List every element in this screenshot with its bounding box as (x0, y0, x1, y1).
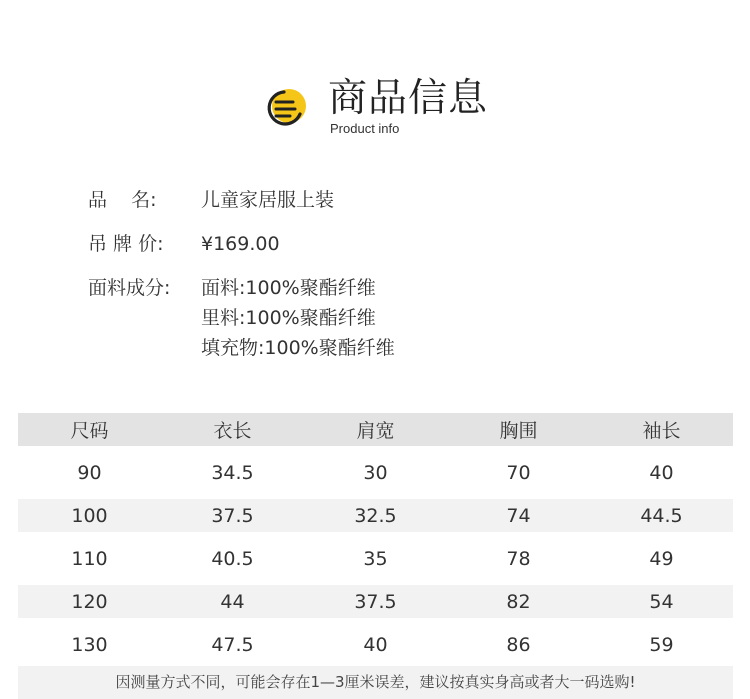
fabric-label: 面料成分: (88, 277, 171, 299)
table-cell: 40 (363, 633, 388, 656)
table-cell: 130 (71, 633, 108, 656)
table-cell: 100 (71, 504, 108, 527)
table-cell: 47.5 (211, 633, 254, 656)
table-row (18, 499, 733, 532)
table-cell: 37.5 (354, 590, 397, 613)
table-cell: 30 (363, 461, 388, 484)
size-table (18, 413, 733, 661)
table-row (18, 585, 733, 618)
table-cell: 37.5 (211, 504, 254, 527)
table-row (18, 456, 733, 489)
table-cell: 110 (71, 547, 108, 570)
table-cell: 34.5 (211, 461, 254, 484)
table-cell: 32.5 (354, 504, 397, 527)
column-header-chest: 胸围 (499, 420, 538, 442)
table-cell: 54 (649, 590, 674, 613)
table-cell: 44.5 (640, 504, 683, 527)
column-header-sleeve: 袖长 (642, 420, 681, 442)
fabric-line-outer: 面料:100%聚酯纤维 (201, 277, 376, 299)
column-header-shoulder: 肩宽 (356, 420, 395, 442)
tag-price-row (88, 229, 688, 259)
table-cell: 82 (506, 590, 531, 613)
product-name-value: 儿童家居服上装 (201, 189, 335, 211)
fabric-line-filling: 填充物:100%聚酯纤维 (201, 337, 395, 359)
tag-price-label: 吊 牌 价: (88, 233, 164, 255)
column-header-length: 衣长 (213, 420, 252, 442)
tag-price-value: ¥169.00 (201, 233, 280, 255)
table-cell: 74 (506, 504, 531, 527)
table-cell: 40.5 (211, 547, 254, 570)
table-cell: 90 (77, 461, 102, 484)
table-row (18, 542, 733, 575)
page-title: 商品信息 (328, 76, 489, 121)
table-cell: 59 (649, 633, 674, 656)
column-header-size: 尺码 (70, 420, 109, 442)
document-lines-icon (262, 84, 310, 132)
table-cell: 35 (363, 547, 388, 570)
fabric-list (201, 273, 395, 363)
table-row (18, 628, 733, 661)
product-info-header (262, 72, 502, 142)
measurement-note: 因测量方式不同，可能会存在1—3厘米误差，建议按真实身高或者大一码选购! (18, 666, 733, 699)
product-details (88, 185, 688, 359)
table-cell: 78 (506, 547, 531, 570)
table-cell: 40 (649, 461, 674, 484)
page-subtitle: Product info (330, 121, 400, 136)
product-name-label: 品 名: (88, 189, 157, 211)
table-cell: 86 (506, 633, 531, 656)
table-header-row (18, 413, 733, 446)
product-name-row (88, 185, 688, 215)
table-cell: 70 (506, 461, 531, 484)
table-cell: 120 (71, 590, 108, 613)
fabric-line-lining: 里料:100%聚酯纤维 (201, 307, 376, 329)
table-cell: 44 (220, 590, 245, 613)
table-cell: 49 (649, 547, 674, 570)
